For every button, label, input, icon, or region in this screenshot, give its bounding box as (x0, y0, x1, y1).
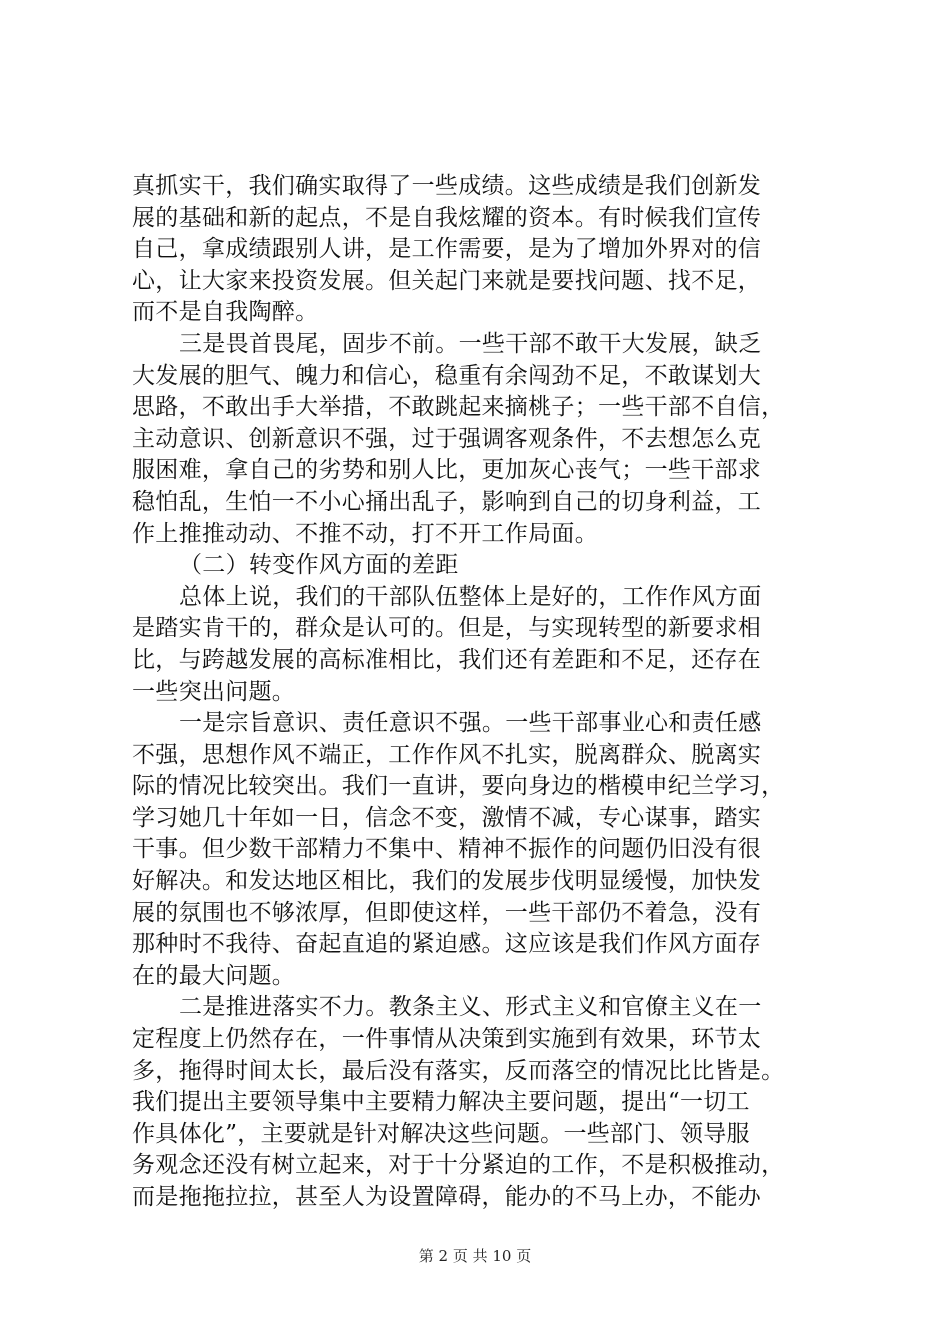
text-line: 稳怕乱，生怕一不小心捅出乱子，影响到自己的切身利益，工 (132, 488, 762, 515)
text-line: 我们提出主要领导集中主要精力解决主要问题，提出“一切工 (132, 1089, 750, 1116)
paragraph-start-line: 一是宗旨意识、责任意识不强。一些干部事业心和责任感 (179, 710, 762, 737)
text-line: 在的最大问题。 (132, 962, 296, 989)
text-line: 好解决。和发达地区相比，我们的发展步伐明显缓慢，加快发 (132, 868, 762, 895)
text-line: 那种时不我待、奋起直追的紧迫感。这应该是我们作风方面存 (132, 931, 762, 958)
text-line: 大发展的胆气、魄力和信心，稳重有余闯劲不足，不敢谋划大 (132, 362, 762, 389)
paragraph-start-line: 二是推进落实不力。教条主义、形式主义和官僚主义在一 (179, 994, 762, 1021)
text-line: 定程度上仍然存在，一件事情从决策到实施到有效果，环节太 (132, 1026, 762, 1053)
text-line: 自己，拿成绩跟别人讲，是工作需要，是为了增加外界对的信 (132, 236, 762, 263)
text-line: 主动意识、创新意识不强，过于强调客观条件，不去想怎么克 (132, 425, 762, 452)
text-line: 际的情况比较突出。我们一直讲，要向身边的楷模申纪兰学习， (132, 773, 785, 800)
paragraph-start-line: 三是畏首畏尾，固步不前。一些干部不敢干大发展，缺乏 (179, 330, 762, 357)
text-line: 不强，思想作风不端正，工作作风不扎实，脱离群众、脱离实 (132, 741, 762, 768)
body-text (132, 171, 832, 1214)
text-line: 心，让大家来投资发展。但关起门来就是要找问题、找不足， (132, 267, 762, 294)
text-line: 多，拖得时间太长，最后没有落实，反而落空的情况比比皆是。 (132, 1057, 785, 1084)
text-line: 作上推推动动、不推不动，打不开工作局面。 (132, 520, 598, 547)
text-line: 是踏实肯干的，群众是认可的。但是，与实现转型的新要求相 (132, 615, 762, 642)
text-line: 思路，不敢出手大举措，不敢跳起来摘桃子；一些干部不自信， (132, 394, 785, 421)
text-line: 展的氛围也不够浓厚，但即使这样，一些干部仍不着急，没有 (132, 899, 762, 926)
text-line: 干事。但少数干部精力不集中、精神不振作的问题仍旧没有很 (132, 836, 762, 863)
text-line: 服困难，拿自己的劣势和别人比，更加灰心丧气；一些干部求 (132, 457, 762, 484)
text-line: 作具体化”，主要就是针对解决这些问题。一些部门、领导服 (132, 1120, 750, 1147)
paragraph-start-line: 总体上说，我们的干部队伍整体上是好的，工作作风方面 (179, 583, 762, 610)
text-line: 务观念还没有树立起来，对于十分紧迫的工作，不是积极推动， (132, 1152, 785, 1179)
text-line: 真抓实干，我们确实取得了一些成绩。这些成绩是我们创新发 (132, 173, 762, 199)
text-line: 而不是自我陶醉。 (132, 299, 319, 326)
text-line: 而是拖拖拉拉，甚至人为设置障碍，能办的不马上办，不能办 (132, 1184, 762, 1210)
text-line: 展的基础和新的起点，不是自我炫耀的资本。有时候我们宣传 (132, 204, 762, 231)
text-line: 学习她几十年如一日，信念不变，激情不减，专心谋事，踏实 (132, 804, 762, 831)
text-line: 一些突出问题。 (132, 678, 296, 705)
page-footer: 第 2 页 共 10 页 (418, 1247, 532, 1265)
text-line: 比，与跨越发展的高标准相比，我们还有差距和不足，还存在 (132, 646, 762, 673)
section-heading: （二）转变作风方面的差距 (179, 552, 459, 579)
